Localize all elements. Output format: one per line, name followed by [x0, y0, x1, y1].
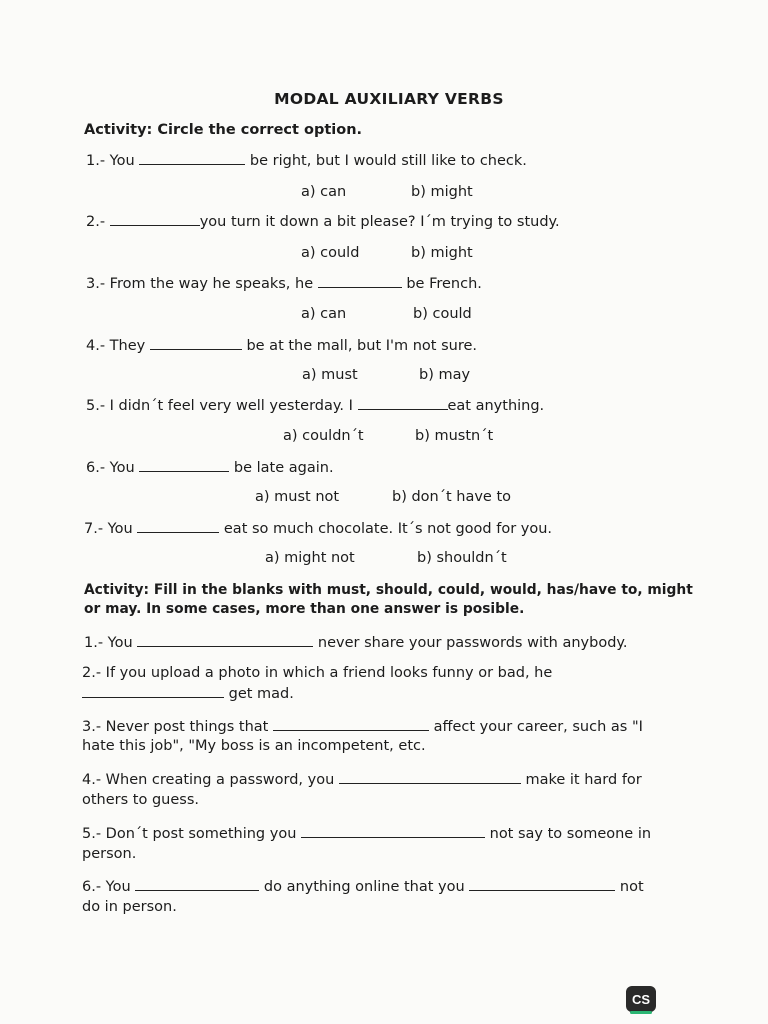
question-2 — [86, 213, 560, 230]
page-title: MODAL AUXILIARY VERBS — [274, 90, 504, 108]
activity2-heading-line2: or may. In some cases, more than one answer is posible. — [84, 601, 525, 617]
fill-item-2-line1: 2.- If you upload a photo in which a friend looks funny or bad, he — [82, 665, 553, 681]
question-1-text: 1.- You — [86, 153, 140, 169]
fill-blank[interactable] — [135, 878, 259, 891]
option-4b[interactable]: b) may — [419, 367, 471, 383]
fill-item-5-line1 — [82, 825, 651, 842]
answer-blank[interactable] — [358, 397, 448, 410]
answer-blank[interactable] — [318, 275, 402, 288]
question-1-text-end: be right, but I would still like to check. — [245, 153, 527, 169]
question-3-text: 3.- From the way he speaks, he — [86, 276, 318, 292]
question-2-text-end: you turn it down a bit please? I´m trying to study. — [199, 214, 560, 230]
option-2a[interactable]: a) could — [301, 245, 360, 261]
fill-blank[interactable] — [82, 685, 224, 698]
question-6-text-end: be late again. — [229, 460, 334, 476]
fill-blank[interactable] — [137, 634, 313, 647]
fill-item-1-text: 1.- You — [84, 635, 138, 651]
camscanner-logo — [626, 986, 656, 1012]
question-5-text: 5.- I didn´t feel very well yesterday. I — [86, 398, 358, 414]
question-3-text-end: be French. — [401, 276, 482, 292]
option-1b[interactable]: b) might — [411, 184, 473, 200]
fill-item-3-text: 3.- Never post things that — [82, 719, 273, 735]
fill-item-6-text: 6.- You — [82, 879, 136, 895]
fill-item-6-line2: do in person. — [82, 899, 177, 915]
option-2b[interactable]: b) might — [411, 245, 473, 261]
question-7-text-end: eat so much chocolate. It´s not good for you. — [219, 521, 553, 537]
fill-item-4-text-end: make it hard for — [520, 772, 642, 788]
activity1-heading: Activity: Circle the correct option. — [84, 122, 363, 138]
answer-blank[interactable] — [110, 213, 200, 226]
question-4 — [86, 337, 477, 354]
option-4a[interactable]: a) must — [302, 367, 358, 383]
fill-item-6-text-end: not — [615, 879, 644, 895]
fill-item-2-text-end: get mad. — [224, 686, 294, 702]
fill-blank[interactable] — [469, 878, 615, 891]
question-6-text: 6.- You — [86, 460, 140, 476]
question-7-text: 7.- You — [84, 521, 138, 537]
fill-item-3-line2: hate this job", "My boss is an incompetent, etc. — [82, 738, 426, 754]
option-1a[interactable]: a) can — [301, 184, 347, 200]
option-3a[interactable]: a) can — [301, 306, 347, 322]
question-2-text: 2.- — [86, 214, 110, 230]
fill-item-5-text-end: not say to someone in — [485, 826, 652, 842]
fill-item-3-line1 — [82, 718, 643, 735]
camscanner-logo-text: CS — [631, 991, 651, 1007]
option-3b[interactable]: b) could — [413, 306, 472, 322]
fill-blank[interactable] — [301, 825, 485, 838]
fill-blank[interactable] — [273, 718, 429, 731]
question-3 — [86, 275, 482, 292]
question-1 — [86, 152, 527, 169]
fill-item-6-line1 — [82, 878, 644, 895]
answer-blank[interactable] — [150, 337, 242, 350]
question-5 — [86, 397, 544, 414]
question-7 — [84, 520, 552, 537]
option-7a[interactable]: a) might not — [265, 550, 355, 566]
fill-item-3-text-end: affect your career, such as "I — [428, 719, 643, 735]
answer-blank[interactable] — [137, 520, 219, 533]
option-5b[interactable]: b) mustn´t — [415, 428, 494, 444]
fill-item-4-line2: others to guess. — [82, 792, 199, 808]
question-6 — [86, 459, 334, 476]
fill-blank[interactable] — [339, 771, 521, 784]
fill-item-5-line2: person. — [82, 846, 137, 862]
option-6a[interactable]: a) must not — [255, 489, 340, 505]
question-4-text-end: be at the mall, but I'm not sure. — [241, 338, 478, 354]
option-6b[interactable]: b) don´t have to — [392, 489, 512, 505]
answer-blank[interactable] — [139, 459, 229, 472]
fill-item-6-text-mid: do anything online that you — [259, 879, 470, 895]
fill-item-4-line1 — [82, 771, 642, 788]
question-5-text-end: eat anything. — [447, 398, 545, 414]
question-4-text: 4.- They — [86, 338, 150, 354]
option-5a[interactable]: a) couldn´t — [283, 428, 364, 444]
fill-item-2-line2 — [82, 685, 294, 702]
activity2-heading-line1: Activity: Fill in the blanks with must, should, could, would, has/have to, might — [84, 582, 693, 598]
fill-item-5-text: 5.- Don´t post something you — [82, 826, 302, 842]
fill-item-4-text: 4.- When creating a password, you — [82, 772, 339, 788]
fill-item-1-text-end: never share your passwords with anybody. — [313, 635, 628, 651]
answer-blank[interactable] — [139, 152, 245, 165]
fill-item-1 — [84, 634, 628, 651]
option-7b[interactable]: b) shouldn´t — [417, 550, 507, 566]
